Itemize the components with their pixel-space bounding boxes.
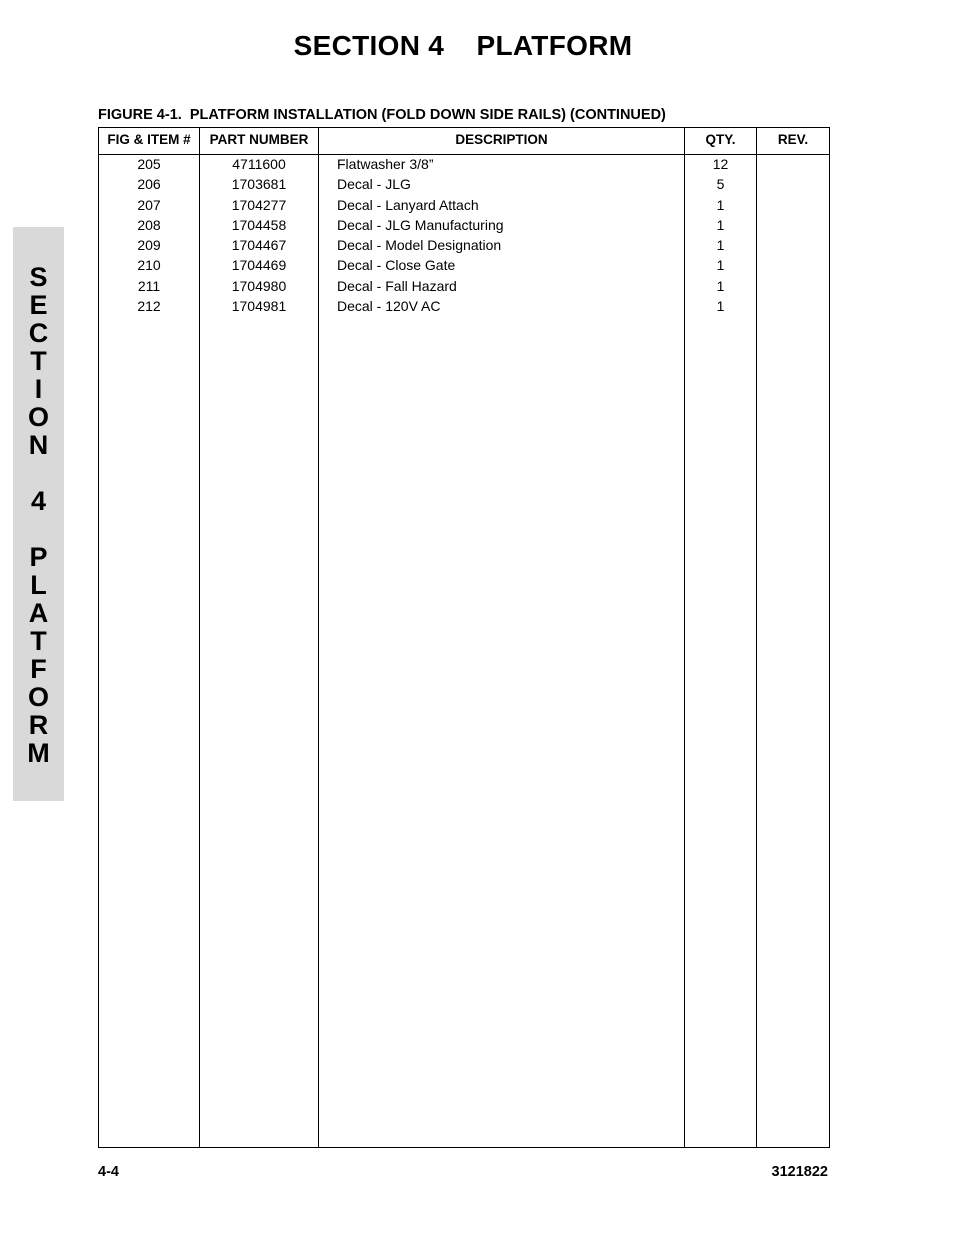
item-number-cell: 208 <box>137 216 161 233</box>
section-side-tab <box>13 227 64 801</box>
item-number-cell: 205 <box>137 156 161 172</box>
item-number-cell: 212 <box>137 298 161 315</box>
quantity-cell: 1 <box>716 298 725 315</box>
column-header-item: FIG & ITEM # <box>107 132 191 147</box>
quantity-cell: 1 <box>716 257 725 274</box>
part-number-cell: 1703681 <box>231 176 287 193</box>
side-tab-letter: L <box>30 570 47 600</box>
table-row <box>99 256 829 276</box>
description-cell: Decal - JLG <box>337 176 411 193</box>
parts-table <box>98 127 830 1148</box>
description-cell: Decal - Lanyard Attach <box>337 196 479 213</box>
quantity-cell: 1 <box>716 277 725 294</box>
quantity-cell: 5 <box>716 176 725 193</box>
description-cell: Flatwasher 3/8” <box>337 156 434 172</box>
part-number-cell: 4711600 <box>232 156 286 172</box>
document-number: 3121822 <box>771 1164 828 1180</box>
side-tab-letter: E <box>29 290 48 320</box>
column-header-qty: QTY. <box>705 132 736 147</box>
item-number-cell: 206 <box>137 176 161 193</box>
item-number-cell: 210 <box>137 257 161 274</box>
quantity-cell: 1 <box>716 216 725 233</box>
table-row <box>99 196 829 216</box>
part-number-cell: 1704980 <box>231 277 287 294</box>
quantity-cell: 1 <box>716 196 725 213</box>
side-tab-letters <box>13 263 64 767</box>
side-tab-letter: N <box>28 430 49 460</box>
table-row <box>99 216 829 236</box>
side-tab-letter: F <box>30 654 47 684</box>
side-tab-letter: P <box>29 542 48 572</box>
side-tab-letter: M <box>27 738 50 768</box>
quantity-cell: 12 <box>712 156 729 172</box>
side-tab-letter: I <box>34 374 43 404</box>
column-header-description: DESCRIPTION <box>455 132 548 147</box>
part-number-cell: 1704981 <box>231 298 287 315</box>
description-cell: Decal - JLG Manufacturing <box>337 216 504 233</box>
table-body <box>99 155 829 317</box>
part-number-cell: 1704469 <box>231 257 287 274</box>
column-header-part-number: PART NUMBER <box>209 132 309 147</box>
side-tab-letter: C <box>28 318 49 348</box>
section-title: SECTION 4 PLATFORM <box>293 30 633 61</box>
side-tab-letter <box>13 459 64 487</box>
description-cell: Decal - Model Designation <box>337 237 502 254</box>
table-row <box>99 277 829 297</box>
page-number: 4-4 <box>98 1164 119 1180</box>
side-tab-letter: S <box>29 262 48 292</box>
part-number-cell: 1704458 <box>231 216 287 233</box>
column-header-rev: REV. <box>777 132 809 147</box>
table-row <box>99 297 829 317</box>
figure-caption: FIGURE 4-1. PLATFORM INSTALLATION (FOLD DOWN SIDE RAILS) (CONTINUED) <box>98 107 666 123</box>
item-number-cell: 209 <box>137 237 161 254</box>
table-row <box>99 155 829 175</box>
side-tab-letter: T <box>30 346 47 376</box>
part-number-cell: 1704277 <box>231 196 287 213</box>
side-tab-letter: T <box>30 626 47 656</box>
description-cell: Decal - 120V AC <box>337 298 441 315</box>
quantity-cell: 1 <box>716 237 725 254</box>
table-row <box>99 175 829 195</box>
item-number-cell: 207 <box>137 196 161 213</box>
table-row <box>99 236 829 256</box>
side-tab-letter: A <box>28 598 49 628</box>
part-number-cell: 1704467 <box>231 237 287 254</box>
side-tab-letter: O <box>27 682 49 712</box>
description-cell: Decal - Fall Hazard <box>337 277 457 294</box>
side-tab-letter: O <box>27 402 49 432</box>
side-tab-letter: R <box>28 710 49 740</box>
side-tab-letter <box>13 515 64 543</box>
description-cell: Decal - Close Gate <box>337 257 456 274</box>
item-number-cell: 211 <box>137 277 161 294</box>
side-tab-letter: 4 <box>30 486 47 516</box>
